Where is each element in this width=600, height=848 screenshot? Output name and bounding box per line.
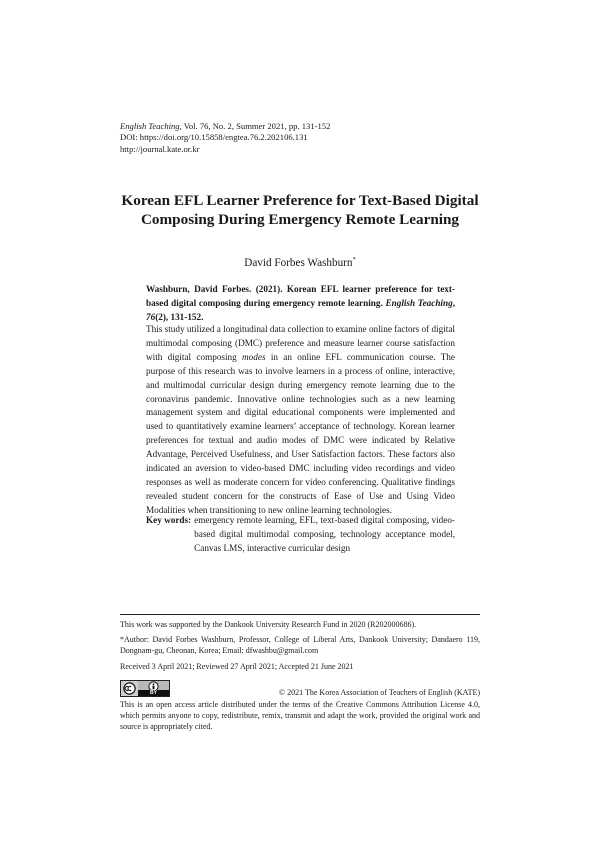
citation-journal: English Teaching	[385, 297, 453, 308]
journal-url: http://journal.kate.or.kr	[120, 143, 200, 154]
abstract-emphasis: modes	[242, 351, 266, 362]
title-line-1: Korean EFL Learner Preference for Text-Based Digital	[121, 192, 479, 209]
paper-title	[120, 191, 480, 229]
volume-info: , Vol. 76, No. 2, Summer 2021, pp. 131-152	[179, 121, 331, 131]
author-footnote-mark: *	[352, 256, 356, 263]
citation-sep: ,	[452, 297, 455, 308]
keywords-list: emergency remote learning, EFL, text-based digital composing, video-based digital multimodal composing, technology acceptance model, Canvas LMS, interactive curricular design	[194, 515, 455, 553]
title-line-2: Composing During Emergency Remote Learning	[140, 211, 460, 228]
citation-volume: 76	[146, 311, 156, 322]
funding-note: This work was supported by the Dankook University Research Fund in 2020 (R202000686).	[120, 620, 417, 629]
abstract-part-2: in an online EFL communication course. The purpose of this research was to involve learners in a process of online, interactive, and multimodal curricular design during emergency remote learning due to the coronavirus pandemic. Innovative online technologies such as a new learning management system and digital educational components were implemented and used to quantitatively examine learners’ acceptance of technology. Korean learner preferences for textual and audio modes of DMC were indicated by Relative Advantage, Perceived Usefulness, and User Satisfaction factors. These factors also indicated an aversion to video-based DMC including video recordings and video responses as well as moderate concern for video conferencing. Qualitative findings revealed student concern for the constructs of Ease of Use and Using Video Modalities when transitioning to new online learning technologies.	[146, 351, 455, 515]
journal-name: English Teaching	[120, 121, 180, 131]
citation-prefix: Washburn, David Forbes. (2021). Korean EFL learner preference for text-based digital composing during emergency remote learning.	[146, 284, 455, 308]
copyright-line: © 2021 The Korea Association of Teachers of English (KATE)	[279, 688, 480, 697]
keywords-label-group	[146, 514, 191, 556]
author-name: David Forbes Washburn	[244, 257, 353, 269]
author-line	[120, 257, 480, 269]
journal-citation-line	[120, 121, 480, 132]
abstract-part-1: This study utilized a longitudinal data collection to examine online factors of digital multimodal composing (DMC) preference and measure learner course satisfaction with digital composing	[146, 324, 455, 362]
cc-by-label: BY	[138, 690, 169, 696]
keywords-block	[146, 514, 455, 556]
footnote-divider	[120, 614, 480, 615]
keywords-colon: :	[188, 515, 192, 525]
license-text: This is an open access article distributed under the terms of the Creative Commons Attribution License 4.0, which permits anyone to copy, redistribute, remix, transmit and adapt the work, provided the original work and source is appropriately cited.	[120, 700, 480, 732]
citation-issue-pages: (2), 131-152.	[155, 311, 204, 322]
doi-line: DOI: https://doi.org/10.15858/engtea.76.2.202106.131	[120, 132, 308, 143]
keywords-label: Key words	[146, 515, 189, 525]
dates-note: Received 3 April 2021; Reviewed 27 April 2021; Accepted 21 June 2021	[120, 661, 354, 671]
abstract-text	[146, 323, 455, 518]
footnotes	[120, 619, 480, 676]
citation-block	[146, 283, 455, 325]
journal-header	[120, 121, 480, 155]
author-info-note: *Author: David Forbes Washburn, Professor, College of Liberal Arts, Dankook University; Dandaero 119, Dongnam-gu, Cheonan, Korea; Email: dfwashbu@gmail.com	[120, 635, 480, 656]
